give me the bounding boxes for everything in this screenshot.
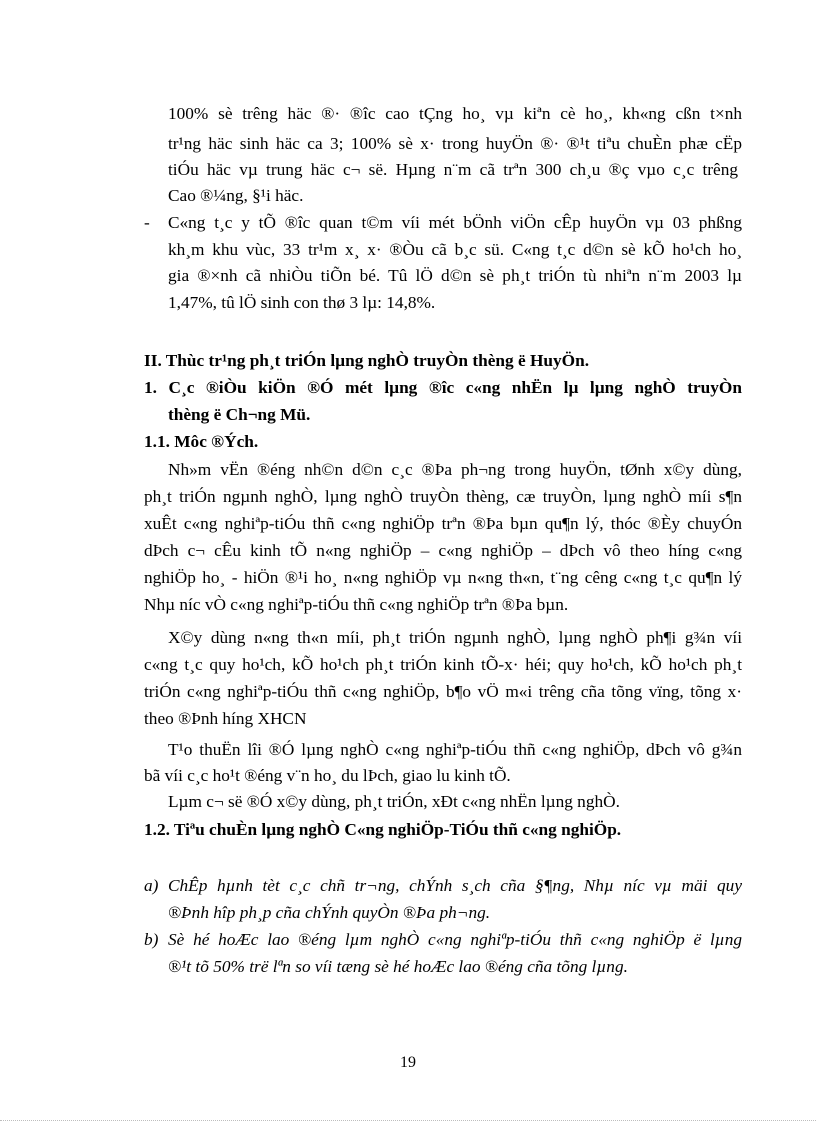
text-line: xuÊt c«ng nghiªp-tiÓu thñ c«ng nghiÖp trªn ®Þa bµn qu¶n lý, thóc ®Èy chuyÓn: [144, 514, 742, 533]
text-line: 1,47%, tû lÖ sinh con thø 3 lµ: 14,8%.: [168, 293, 436, 312]
text-line: gia ®×nh cã nhiÒu tiÕn bé. Tû lÖ d©n sè ph¸t triÓn tù nhiªn n¨m 2003 lµ: [168, 266, 742, 285]
subsection-heading: 1.1. Môc ®Ých.: [144, 432, 259, 451]
subsection-heading: 1. C¸c ®iÒu kiÖn ®Ó mét lµng ®îc c«ng nhËn lµ lµng nghÒ truyÒn: [144, 378, 742, 397]
subsection-heading: thèng ë Ch¬ng Mü.: [168, 405, 311, 424]
list-marker: b): [144, 930, 159, 949]
text-line: tr¹ng häc sinh häc ca 3; 100% sè x· trong huyÖn ®· ®¹t tiªu chuÈn phæ cËp: [168, 134, 742, 153]
text-line: dÞch c¬ cÊu kinh tÕ n«ng nghiÖp – c«ng nghiÖp – dÞch vô theo híng c«ng: [144, 541, 742, 560]
text-line: T¹o thuËn lîi ®Ó lµng nghÒ c«ng nghiªp-tiÓu thñ c«ng nghiÖp, dÞch vô g¾n: [168, 740, 742, 759]
text-line: triÓn c«ng nghiªp-tiÓu thñ c«ng nghiÖp, b¶o vÖ m«i trêng cña tõng vïng, tõng x·: [144, 682, 742, 701]
text-line: nghiÖp ho¸ - hiÖn ®¹i ho¸ n«ng nghiÖp vµ n«ng th«n, t¨ng cêng c«ng t¸c qu¶n lý: [144, 568, 742, 587]
text-line: Nhµ níc vÒ c«ng nghiªp-tiÓu thñ c«ng nghiÖp trªn ®Þa bµn.: [144, 595, 569, 614]
text-line: ph¸t triÓn ngµnh nghÒ, lµng nghÒ truyÒn thèng, cæ truyÒn, lµng nghÒ míi s¶n: [144, 487, 742, 506]
text-line: 100% sè trêng häc ®· ®îc cao tÇng ho¸ vµ kiªn cè ho¸, kh«ng cßn t×nh: [168, 104, 742, 123]
text-line: C«ng t¸c y tÕ ®îc quan t©m víi mét bÖnh viÖn cÊp huyÖn vµ 03 phßng: [168, 213, 742, 232]
text-line: Nh»m vËn ®éng nh©n d©n c¸c ®Þa ph¬ng trong huyÖn, tØnh x©y dùng,: [168, 460, 742, 479]
list-item-text: Sè hé hoÆc lao ®éng lµm nghÒ c«ng nghiªp-tiÓu thñ c«ng nghiÖp ë lµng: [168, 930, 742, 949]
list-marker: a): [144, 876, 159, 895]
text-line: Cao ®¼ng, §¹i häc.: [168, 186, 304, 205]
list-item-text: ChÊp hµnh tèt c¸c chñ tr¬ng, chÝnh s¸ch cña §¶ng, Nhµ níc vµ mäi quy: [168, 876, 742, 895]
bullet-marker: -: [144, 213, 150, 232]
text-line: theo ®Þnh híng XHCN: [144, 709, 307, 728]
text-line: bã víi c¸c ho¹t ®éng v¨n ho¸ du lÞch, giao lu kinh tÕ.: [144, 766, 511, 785]
text-line: c«ng t¸c quy ho¹ch, kÕ ho¹ch ph¸t triÓn kinh tÕ-x· héi; quy ho¹ch, kÕ ho¹ch ph¸t: [144, 655, 742, 674]
page-number: 19: [400, 1054, 416, 1071]
page-bottom-divider: [0, 1120, 816, 1121]
section-heading: II. Thùc tr¹ng ph¸t triÓn lµng nghÒ truyÒn thèng ë HuyÖn.: [144, 351, 590, 370]
text-line: X©y dùng n«ng th«n míi, ph¸t triÓn ngµnh nghÒ, lµng nghÒ ph¶i g¾n víi: [168, 628, 742, 647]
text-line: tiÓu häc vµ trung häc c¬ së. Hµng n¨m cã trªn 300 ch¸u ®ç vµo c¸c trêng: [168, 160, 738, 179]
list-item-text: ®¹t tõ 50% trë lªn so víi tæng sè hé hoÆc lao ®éng cña tõng lµng.: [168, 957, 628, 976]
list-item-text: ®Þnh hîp ph¸p cña chÝnh quyÒn ®Þa ph¬ng.: [168, 903, 491, 922]
text-line: Lµm c¬ së ®Ó x©y dùng, ph¸t triÓn, xÐt c«ng nhËn lµng nghÒ.: [168, 792, 620, 811]
subsection-heading: 1.2. Tiªu chuÈn lµng nghÒ C«ng nghiÖp-TiÓu thñ c«ng nghiÖp.: [144, 820, 622, 839]
text-line: kh¸m khu vùc, 33 tr¹m x¸ x· ®Òu cã b¸c sü. C«ng t¸c d©n sè kÕ ho¹ch ho¸: [168, 240, 742, 259]
